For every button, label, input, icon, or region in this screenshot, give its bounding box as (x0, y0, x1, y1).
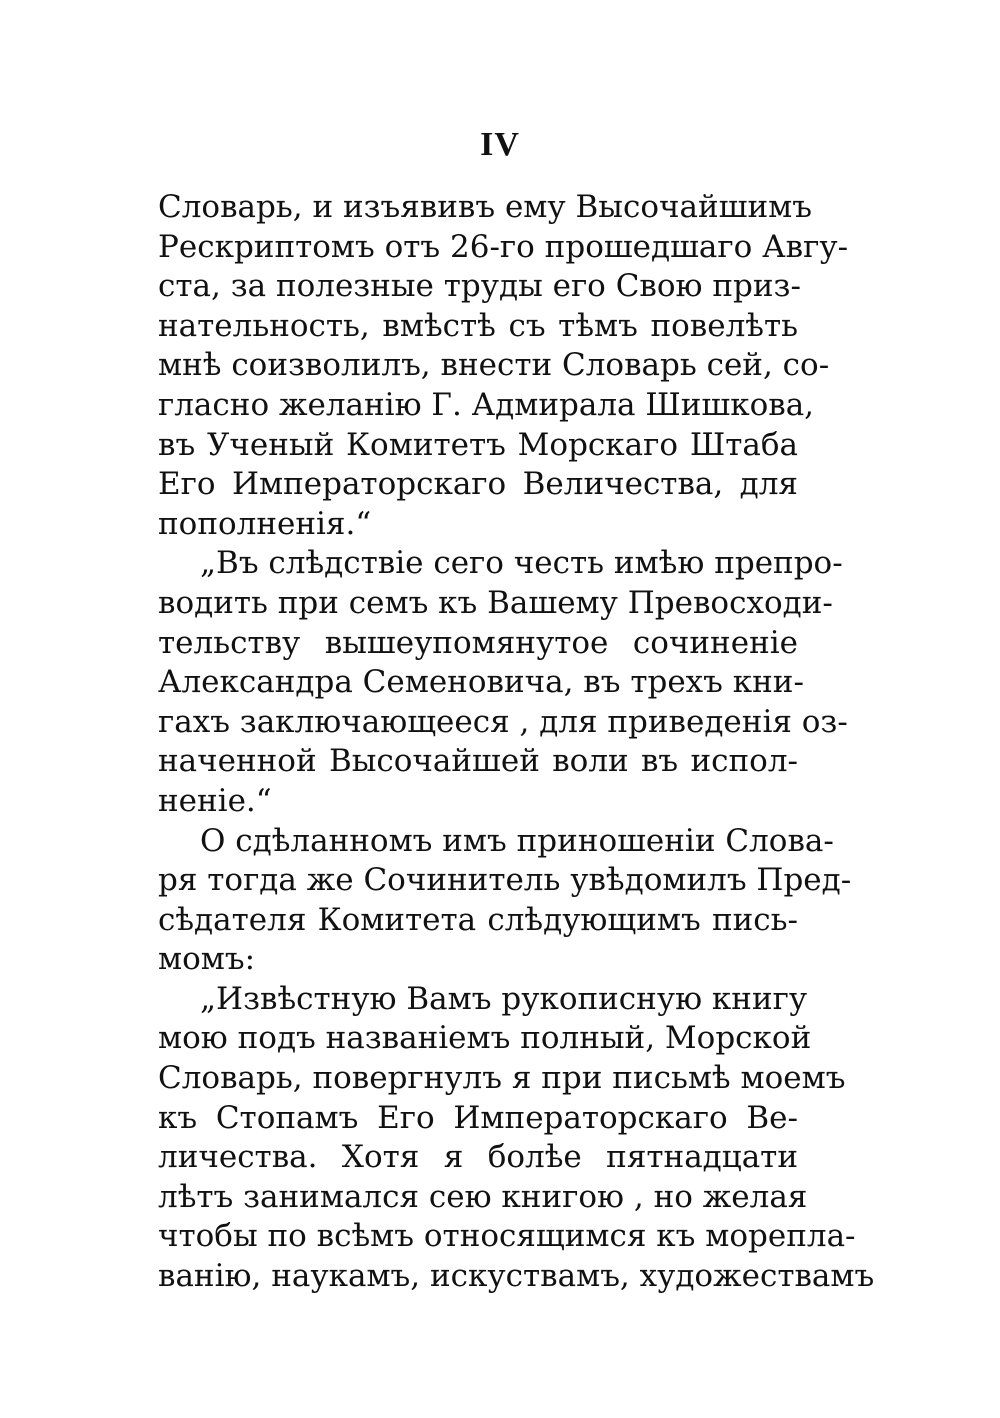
text-line: нательность, вмѣстѣ съ тѣмъ повелѣть (158, 307, 798, 344)
text-line: гахъ заключающееся , для приведенія оз- (158, 703, 848, 740)
text-line: „Въ слѣдствіе сего честь имѣю препро- (200, 545, 843, 582)
text-line: личества. Хотя я болѣе пятнадцати (158, 1139, 798, 1176)
text-line: мнѣ соизволилъ, внести Словарь сей, со- (158, 347, 830, 384)
page-number: IV (480, 126, 520, 163)
text-line: О сдѣланномъ имъ приношеніи Слова- (200, 822, 834, 859)
text-line: къ Стопамъ Его Императорскаго Ве- (158, 1099, 798, 1136)
text-line: „Извѣстную Вамъ рукописную книгу (200, 980, 808, 1017)
text-line: водить при семъ къ Вашему Превосходи- (158, 584, 833, 621)
text-line: тельству вышеупомянутое сочиненіе (158, 624, 798, 661)
text-line: Александра Семеновича, въ трехъ кни- (158, 664, 804, 701)
text-line: сѣдателя Комитета слѣдующимъ пись- (158, 901, 798, 938)
text-line: мою подъ названіемъ полный, Морской (158, 1020, 812, 1057)
text-line: гласно желанію Г. Адмирала Шишкова, (158, 386, 815, 423)
text-line: въ Ученый Комитетъ Морскаго Штаба (158, 426, 798, 463)
text-line: ря тогда же Сочинитель увѣдомилъ Пред- (158, 862, 852, 899)
text-line: Словарь, и изъявивъ ему Высочайшимъ (158, 189, 812, 225)
text-line: чтобы по всѣмъ относящимся къ морепла- (158, 1218, 856, 1255)
text-line: наченной Высочайшей воли въ испол- (158, 743, 798, 780)
text-line: момъ: (158, 941, 256, 978)
body-text (158, 188, 875, 1297)
text-line: ванію, наукамъ, искуствамъ, художествамъ (158, 1258, 875, 1295)
text-line: Словарь, повергнулъ я при письмѣ моемъ (158, 1060, 846, 1097)
text-line: пополненія.“ (158, 505, 372, 542)
text-line: неніе.“ (158, 782, 272, 819)
text-line: Его Императорскаго Величества, для (158, 466, 798, 503)
text-line: Рескриптомъ отъ 26-го прошедшаго Авгу- (158, 228, 849, 265)
text-line: ста, за полезные труды его Свою приз- (158, 268, 801, 305)
text-line: лѣтъ занимался сею книгою , но желая (158, 1178, 808, 1215)
